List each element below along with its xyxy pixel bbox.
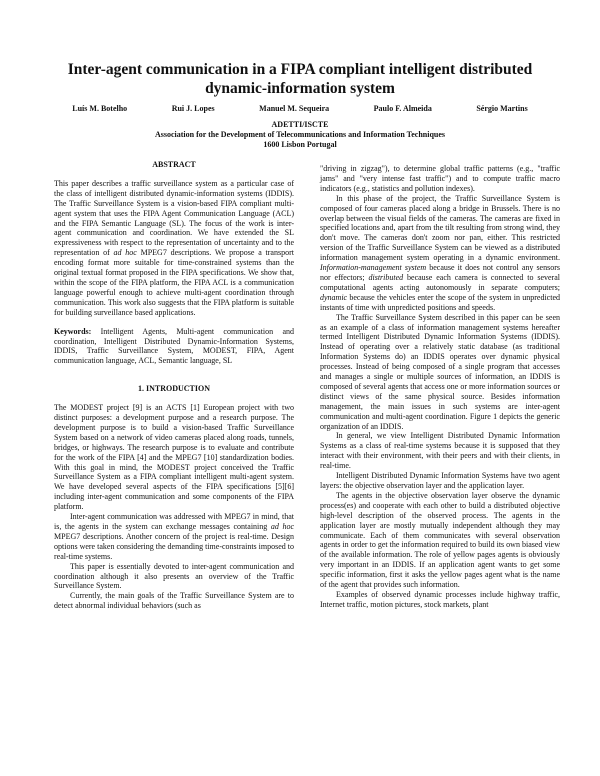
- author-name: Luís M. Botelho: [72, 104, 128, 113]
- author-name: Paulo F. Almeida: [373, 104, 432, 113]
- introduction-heading: 1. INTRODUCTION: [137, 384, 210, 394]
- intro-paragraph: Inter-agent communication was addressed with MPEG7 in mind, that is, the agents in the system can exchange messages containing ad hoc MPEG7 descriptions. Another concern of the project is real-time. Design options were taken considering the demanding time-constraints imposed to real-time systems.: [54, 512, 294, 561]
- body-paragraph: "driving in zigzag"), to determine global traffic patterns (e.g., "traffic jams" and "very intense fast traffic") and to compute traffic macro indicators (e.g., statistics and pollution indexes).: [320, 164, 560, 193]
- body-paragraph: The Traffic Surveillance System described in this paper can be seen as an example of a class of information management systems hereafter termed Intelligent Distributed Dynamic Information Systems (IDDIS). Instead of operating over a relatively static database (as traditional Information Systems do) an IDDIS operates over dynamic physical processes. Instead of being composed of a single program that accesses and manages a single or multiple sources of information, an IDDIS is composed of several agents that access one or more information sources or distinct views of the same physical source. Besides information management, the main issues in such systems are inter-agent communication and multi-agent coordination. Figure 1 depicts the generic organization of an IDDIS.: [320, 312, 560, 431]
- author-name: Rui J. Lopes: [171, 104, 215, 113]
- body-paragraph: Examples of observed dynamic processes include highway traffic, Internet traffic, motion pictures, stock markets, plant: [320, 589, 560, 609]
- keywords-label: Keywords:: [54, 326, 92, 336]
- affiliation: [60, 120, 540, 150]
- body-paragraph: The agents in the objective observation layer observe the dynamic process(es) and cooperate with each other to build a distributed objective high-level description of the observed process. The agents in the application layer are mostly mutually independent although they may communicate. Each of them communicates with several observation agents in order to get the information required to build its own biased view of the available information. The role of yellow pages agents is obviously very important in an IDDIS. If an application agent wants to get some specific information, first it asks the yellow pages agent what is the name of the agent that provides such information.: [320, 490, 560, 590]
- paper-title: Inter-agent communication in a FIPA compliant intelligent distributed dynamic-information system: [67, 61, 533, 97]
- right-column: [320, 164, 560, 610]
- author-name: Sérgio Martins: [476, 104, 528, 113]
- affiliation-address: 1600 Lisbon Portugal: [263, 140, 337, 149]
- intro-paragraph: Currently, the main goals of the Traffic Surveillance System are to detect abnormal individual behaviors (such as: [54, 591, 294, 611]
- body-paragraph: In general, we view Intelligent Distributed Dynamic Information Systems as a class of real-time systems because it is supposed that they interact with their environment, with their peers and with their clients, in real-time.: [320, 431, 560, 471]
- body-paragraph: In this phase of the project, the Traffic Surveillance System is composed of four cameras placed along a bridge in Brussels. There is no overlap between the visual fields of the cameras. The cameras are fixed in specified locations and, apart from the tilt resulting from strong wind, they don't move. The cameras don't zoom nor pan, either. This restricted version of the Traffic Surveillance System can be viewed as a distributed information management system operating in a dynamic environment. Information-management system because it does not control any sensors nor effectors; distributed because each camera is connected to several computational agents acting autonomously in separate computers; dynamic because the vehicles enter the scope of the system in unpredicted instants of time with unpredicted positions and speeds.: [320, 193, 560, 312]
- intro-paragraph: The MODEST project [9] is an ACTS [1] European project with two distinct purposes: a development purpose and a research purpose. The development purpose is to build a vision-based Traffic Surveillance System based on a network of video cameras placed along roads, tunnels, bridges, or highways. The research purpose is to evaluate and contribute for the work of the FIPA [4] and the MPEG7 [10] standardization bodies. With this goal in mind, the MODEST project conceived the Traffic Surveillance System as a FIPA compliant intelligent multi-agent system. We have developed several aspects of the FIPA specifications [5][6] including inter-agent communication and some components of the FIPA platform.: [54, 403, 294, 512]
- intro-paragraph: This paper is essentially devoted to inter-agent communication and coordination although it also presents an overview of the Traffic Surveillance System.: [54, 561, 294, 591]
- keywords: [54, 327, 294, 367]
- author-list: [50, 104, 550, 113]
- affiliation-association: Association for the Development of Telecommunications and Information Techniques: [154, 130, 446, 139]
- keywords-text: Intelligent Agents, Multi-agent communication and coordination, Intelligent Distributed Dynamic-Information Systems, IDDIS, Traffic Surveillance System, MODEST, FIPA, Agent communication language, ACL, Semantic language, SL: [54, 326, 294, 366]
- abstract-text: This paper describes a traffic surveillance system as a particular case of the class of intelligent distributed dynamic-information systems (IDDIS). The Traffic Surveillance System is a vision-based FIPA compliant multi-agent system that uses the FIPA Agent Communication Language (ACL) and the FIPA Semantic Language (SL). The focus of the work is inter-agent communication and coordination. We have extended the SL expressiveness with respect to the representation of uncertainty and to the representation of ad hoc MPEG7 descriptions. We propose a transport encoding format more suitable for time-constrained systems than the original textual format proposed in the FIPA specifications. We show that, within the scope of the FIPA platform, the FIPA ACL is a communication language powerful enough to achieve multi-agent coordination through communication. This work also suggests that the FIPA platform is suitable for building surveillance based applications.: [54, 178, 294, 317]
- left-column: [54, 160, 294, 611]
- author-name: Manuel M. Sequeira: [259, 104, 330, 113]
- affiliation-org: ADETTI/ISCTE: [271, 120, 329, 129]
- abstract-heading: ABSTRACT: [152, 160, 196, 169]
- body-paragraph: Intelligent Distributed Dynamic Information Systems have two agent layers: the objective observation layer and the application layer.: [320, 471, 560, 490]
